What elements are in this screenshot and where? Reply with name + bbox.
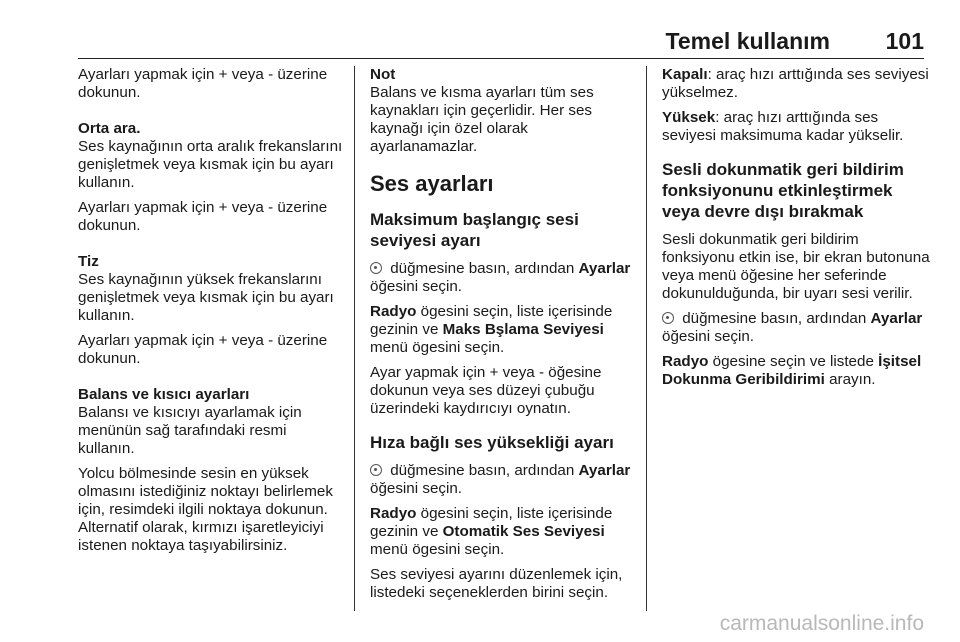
paragraph: Balansı ve kısıcıyı ayarlamak için menünün sağ tarafındaki resmi kullanın.: [78, 404, 302, 457]
paragraph: Ses kaynağının yüksek frekanslarını genişletmek veya kısmak için bu ayarı kullanın.: [78, 271, 334, 324]
paragraph: Radyo ögesini seçin, liste içerisinde gezinin ve Maks Bşlama Seviyesi menü ögesini seçin.: [370, 303, 613, 356]
paragraph: Kapalı: araç hızı arttığında ses seviyesi yükselmez.: [662, 66, 929, 101]
paragraph: Ayar yapmak için + veya - öğesine dokunun veya ses düzeyi çubuğu üzerindeki kaydırıcıyı oynatın.: [370, 364, 602, 417]
paragraph: Radyo ögesini seçin, liste içerisinde gezinin ve Otomatik Ses Seviyesi menü ögesini seçin.: [370, 505, 613, 558]
subsection-title: Hıza bağlı ses yüksekliği ayarı: [370, 433, 614, 452]
paragraph: Ayarları yapmak için + veya - üzerine dokunun.: [78, 66, 328, 101]
column-3: [662, 66, 930, 396]
subsection-title: Sesli dokunmatik geri bildirim fonksiyonunu etkinleştirmek veya devre dışı bırakmak: [662, 160, 904, 221]
paragraph: Sesli dokunmatik geri bildirim fonksiyonu etkin ise, bir ekran butonuna veya menü öğesine her seferinde dokunulduğunda, bir uyarı sesi verilir.: [662, 231, 930, 302]
subsection-title: Maksimum başlangıç sesi seviyesi ayarı: [370, 210, 579, 250]
paragraph: Ayarları yapmak için + veya - üzerine dokunun.: [78, 332, 328, 367]
header-rule: [78, 58, 924, 59]
paragraph: Radyo ögesine seçin ve listede İşitsel Dokunma Geribildirimi arayın.: [662, 353, 922, 388]
home-button-icon: [370, 464, 382, 476]
page-number: 101: [885, 28, 924, 54]
column-divider-2: [646, 66, 647, 611]
column-2: [370, 66, 636, 609]
note-heading: Not: [370, 66, 396, 83]
paragraph: Ses seviyesi ayarını düzenlemek için, listedeki seçeneklerden birini seçin.: [370, 566, 623, 601]
home-button-icon: [662, 312, 674, 324]
paragraph: Yolcu bölmesinde sesin en yüksek olmasını istediğiniz noktayı belirlemek için, resimdeki ilgili noktaya dokunun. Alternatif olarak, kırmızı işaretleyiciyi istenen noktaya taşıyabilirsiniz.: [78, 465, 333, 554]
home-button-icon: [370, 262, 382, 274]
paragraph: düğmesine basın, ardından Ayarlar öğesini seçin.: [662, 310, 923, 345]
column-1: [78, 66, 346, 562]
watermark: carmanualsonline.info: [719, 612, 924, 635]
column-divider-1: [354, 66, 355, 611]
paragraph: Yüksek: araç hızı arttığında ses seviyesi maksimuma kadar yükselir.: [662, 109, 904, 144]
paragraph: düğmesine basın, ardından Ayarlar öğesini seçin.: [370, 260, 631, 295]
section-title: Ses ayarları: [370, 171, 494, 196]
paragraph: Ses kaynağının orta aralık frekanslarını genişletmek veya kısmak için bu ayarı kullanın.: [78, 138, 343, 191]
tiz-heading: Tiz: [78, 253, 99, 270]
note-body: Balans ve kısma ayarları tüm ses kaynakları için geçerlidir. Her ses kaynağı için özel olarak ayarlanamazlar.: [370, 84, 594, 155]
page-header-title: Temel kullanım: [665, 28, 830, 54]
orta-heading: Orta ara.: [78, 120, 141, 137]
paragraph: düğmesine basın, ardından Ayarlar öğesini seçin.: [370, 462, 631, 497]
paragraph: Ayarları yapmak için + veya - üzerine dokunun.: [78, 199, 328, 234]
balans-heading: Balans ve kısıcı ayarları: [78, 386, 250, 403]
